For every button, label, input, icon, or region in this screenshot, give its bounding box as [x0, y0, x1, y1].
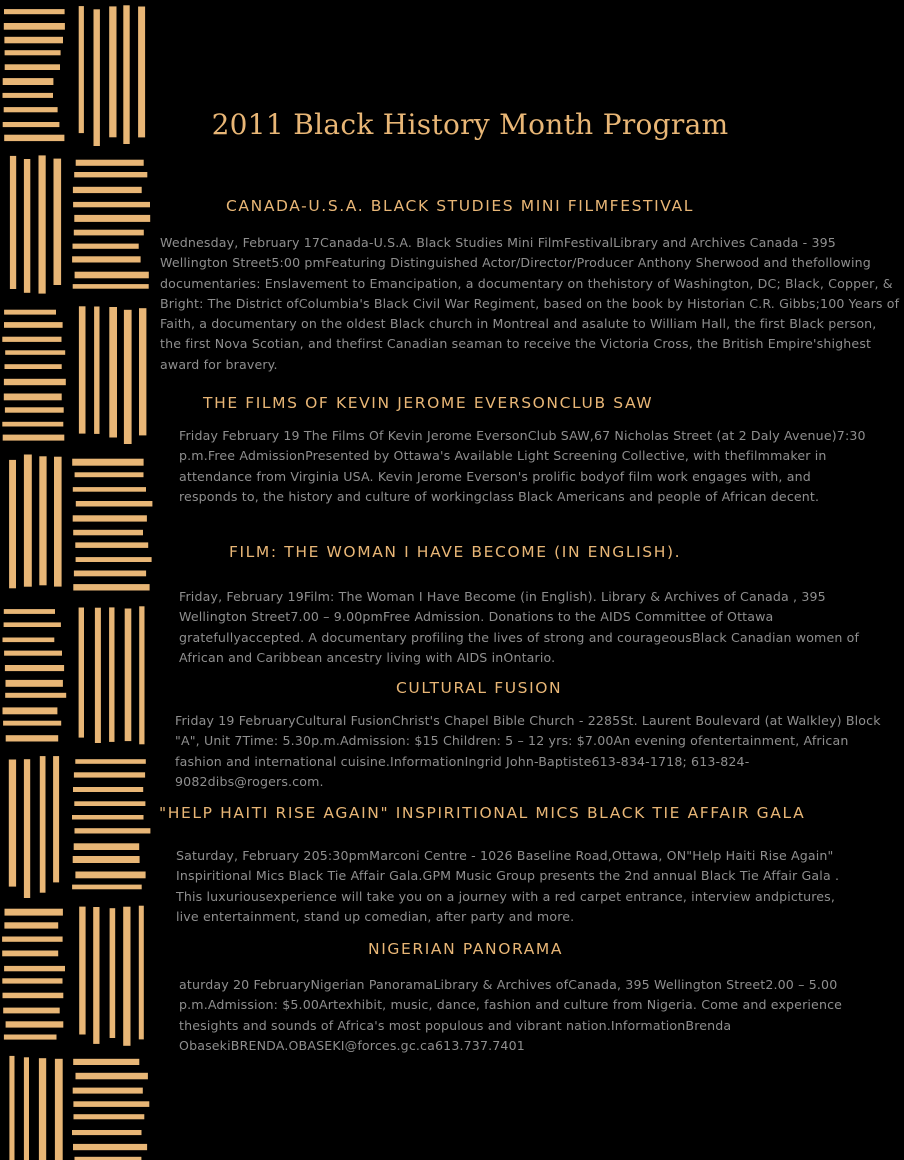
pattern-stripe: [24, 1057, 29, 1160]
pattern-stripe: [4, 394, 62, 401]
pattern-stripe: [5, 407, 64, 412]
pattern-stripe: [4, 322, 63, 328]
pattern-stripe: [4, 1035, 57, 1040]
page-title: 2011 Black History Month Program: [211, 108, 729, 141]
pattern-stripe: [73, 202, 150, 207]
pattern-stripe: [74, 230, 144, 236]
pattern-stripe: [75, 542, 148, 548]
pattern-stripe: [3, 435, 65, 441]
pattern-stripe: [4, 9, 65, 14]
pattern-stripe: [73, 787, 143, 792]
pattern-stripe: [73, 284, 149, 289]
pattern-stripe: [76, 160, 144, 166]
pattern-stripe: [74, 571, 146, 577]
pattern-stripe: [109, 6, 116, 137]
pattern-stripe: [76, 501, 153, 507]
pattern-stripe: [94, 9, 100, 146]
pattern-stripe: [2, 951, 58, 957]
pattern-stripe: [79, 6, 84, 133]
pattern-stripe: [9, 760, 16, 887]
pattern-stripe: [24, 455, 32, 587]
pattern-stripe: [79, 608, 84, 738]
event-heading-nigerian-panorama: NIGERIAN PANORAMA: [368, 940, 564, 958]
pattern-stripe: [75, 828, 151, 833]
event-heading-cultural-fusion: CULTURAL FUSION: [396, 679, 563, 697]
pattern-stripe: [73, 530, 143, 536]
pattern-stripe: [24, 159, 30, 293]
pattern-stripe: [73, 1101, 149, 1107]
pattern-stripe: [39, 456, 46, 585]
pattern-stripe: [3, 122, 60, 127]
pattern-stripe: [139, 906, 144, 1040]
pattern-stripe: [5, 350, 65, 355]
pattern-stripe: [9, 1056, 14, 1160]
pattern-stripe: [93, 907, 99, 1044]
pattern-stripe: [139, 308, 146, 435]
pattern-stripe: [39, 1058, 46, 1160]
decorative-stripe-pattern: [0, 0, 153, 1160]
pattern-stripe: [73, 515, 147, 521]
pattern-stripe: [3, 638, 55, 643]
pattern-stripe: [74, 843, 140, 850]
pattern-stripe: [74, 215, 150, 222]
pattern-stripe: [5, 693, 66, 698]
pattern-stripe: [24, 759, 30, 898]
pattern-stripe: [72, 885, 142, 890]
pattern-stripe: [95, 608, 101, 743]
pattern-stripe: [139, 606, 144, 744]
pattern-stripe: [73, 187, 142, 193]
pattern-stripe: [72, 1130, 142, 1135]
pattern-stripe: [73, 1088, 143, 1094]
pattern-stripe: [73, 487, 146, 492]
pattern-stripe: [75, 272, 149, 279]
pattern-stripe: [4, 966, 65, 971]
pattern-stripe: [73, 1144, 147, 1150]
event-heading-haiti-gala: "HELP HAITI RISE AGAIN" INSPIRITIONAL MICS BLACK TIE AFFAIR GALA: [159, 804, 806, 822]
pattern-stripe: [4, 622, 61, 627]
event-body-woman-i-have-become: Friday, February 19Film: The Woman I Have Become (in English). Library & Archives of Canada , 395 Wellington Street7.00 – 9.00pmFree Admission. Donations to the AIDS Committee of Ottawa gratefullyaccepted. A documentary profiling the lives of strong and courageousBlack Canadian women of African and Caribbean ancestry living with AIDS inOntario.: [179, 589, 860, 665]
pattern-stripe: [4, 379, 66, 385]
pattern-stripe: [4, 37, 63, 44]
pattern-stripe: [74, 801, 145, 806]
pattern-stripe: [74, 772, 145, 777]
pattern-stripe: [3, 78, 54, 85]
pattern-stripe: [138, 7, 145, 138]
pattern-stripe: [4, 310, 56, 315]
pattern-stripe: [39, 155, 46, 293]
pattern-stripe: [5, 665, 64, 671]
pattern-stripe: [109, 607, 114, 742]
pattern-stripe: [2, 978, 62, 983]
pattern-stripe: [6, 735, 59, 741]
event-body-haiti-gala: Saturday, February 205:30pmMarconi Centre - 1026 Baseline Road,Ottawa, ON"Help Haiti Rise Again" Inspiritional Mics Black Tie Affair Gala.GPM Music Group presents the 2nd annual Black Tie Affair Gala . This luxuriousexperience will take you on a journey with a red carpet entrance, interview andpictures, live entertainment, stand up comedian, after party and more.: [176, 848, 840, 924]
pattern-stripe: [123, 907, 130, 1046]
pattern-stripe: [5, 909, 63, 916]
pattern-stripe: [3, 721, 61, 726]
pattern-stripe: [110, 908, 116, 1038]
pattern-stripe: [5, 50, 61, 55]
pattern-stripe: [6, 680, 63, 687]
pattern-stripe: [4, 23, 65, 30]
pattern-stripe: [124, 310, 132, 444]
pattern-stripe: [5, 64, 60, 70]
event-heading-film-festival: CANADA-U.S.A. BLACK STUDIES MINI FILMFESTIVAL: [226, 197, 694, 215]
event-body-kevin-everson: Friday February 19 The Films Of Kevin Jerome EversonClub SAW,67 Nicholas Street (at 2 Daly Avenue)7:30 p.m.Free AdmissionPresented by Ottawa's Available Light Screening Collective, with thefilmmaker in attendance from Virginia USA. Kevin Jerome Everson's prolific bodyof film work engages with, and responds to, the history and culture of workingclass Black Americans and people of African decent.: [179, 428, 866, 504]
event-heading-kevin-everson: THE FILMS OF KEVIN JEROME EVERSONCLUB SAW: [203, 394, 654, 412]
pattern-stripe: [123, 5, 129, 144]
pattern-stripe: [75, 759, 146, 764]
pattern-stripe: [2, 937, 63, 942]
pattern-stripe: [53, 756, 59, 882]
pattern-stripe: [3, 707, 58, 714]
pattern-stripe: [6, 1021, 64, 1027]
pattern-stripe: [72, 459, 143, 466]
pattern-stripe: [54, 457, 62, 587]
pattern-stripe: [4, 922, 58, 928]
pattern-stripe: [55, 1059, 63, 1160]
event-body-cultural-fusion: Friday 19 FebruaryCultural FusionChrist's Chapel Bible Church - 2285St. Laurent Boulevard (at Walkley) Block "A", Unit 7Time: 5.30p.m.Admission: $15 Children: 5 – 12 yrs: $7.00An evening ofentertainment, African fashion and international cuisine.InformationIngrid John-Baptiste613-834-1718; 613-824-9082dibs@rogers.com.: [175, 713, 881, 789]
pattern-stripe: [3, 93, 54, 98]
pattern-stripe: [79, 306, 86, 433]
pattern-stripe: [40, 756, 46, 893]
event-heading-woman-i-have-become: FILM: THE WOMAN I HAVE BECOME (IN ENGLISH).: [229, 543, 682, 561]
pattern-stripe: [79, 907, 85, 1035]
pattern-stripe: [75, 872, 145, 879]
pattern-stripe: [5, 364, 62, 369]
pattern-stripe: [74, 172, 147, 177]
pattern-stripe: [76, 557, 152, 562]
pattern-stripe: [72, 815, 144, 820]
event-body-nigerian-panorama: aturday 20 FebruaryNigerian PanoramaLibrary & Archives ofCanada, 395 Wellington Street2.00 – 5.00 p.m.Admission: $5.00Artexhibit, music, dance, fashion and culture from Nigeria. Come and experience thesights and sounds of Africa's most populous and vibrant nation.InformationBrenda ObasekiBRENDA.OBASEKI@forces.gc.ca613.737.7401: [179, 977, 843, 1053]
pattern-stripe: [4, 135, 64, 141]
pattern-stripe: [54, 159, 62, 285]
pattern-stripe: [73, 244, 139, 249]
pattern-stripe: [73, 856, 140, 863]
pattern-stripe: [74, 1114, 145, 1119]
pattern-stripe: [4, 107, 58, 112]
event-body-film-festival: Wednesday, February 17Canada-U.S.A. Black Studies Mini FilmFestivalLibrary and Archives Canada - 395 Wellington Street5:00 pmFeaturing Distinguished Actor/Director/Producer Anthony Sherwood and thefollowing documentaries: Enslavement to Emancipation, a documentary on thehistory of Washington, DC; Black, Copper, & Bright: The District ofColumbia's Black Civil War Regiment, based on the book by Historian C.R. Gibbs;100 Years of Faith, a documentary on the oldest Black church in Montreal and asalute to William Hall, the first Black person, the first Nova Scotian, and thefirst Canadian seaman to receive the Victoria Cross, the British Empire'shighest award for bravery.: [160, 235, 900, 372]
pattern-stripe: [73, 1059, 139, 1065]
pattern-stripe: [75, 472, 144, 477]
pattern-stripe: [4, 609, 55, 614]
pattern-stripe: [72, 256, 141, 262]
pattern-stripe: [4, 651, 62, 656]
pattern-stripe: [73, 584, 149, 590]
pattern-stripe: [3, 1008, 60, 1014]
pattern-stripe: [94, 307, 99, 434]
pattern-stripe: [3, 993, 64, 999]
pattern-stripe: [2, 422, 63, 427]
pattern-stripe: [109, 307, 117, 438]
pattern-stripe: [10, 156, 16, 289]
pattern-stripe: [125, 609, 132, 742]
pattern-stripe: [76, 1073, 148, 1080]
pattern-stripe: [2, 337, 61, 342]
pattern-stripe: [9, 460, 16, 588]
